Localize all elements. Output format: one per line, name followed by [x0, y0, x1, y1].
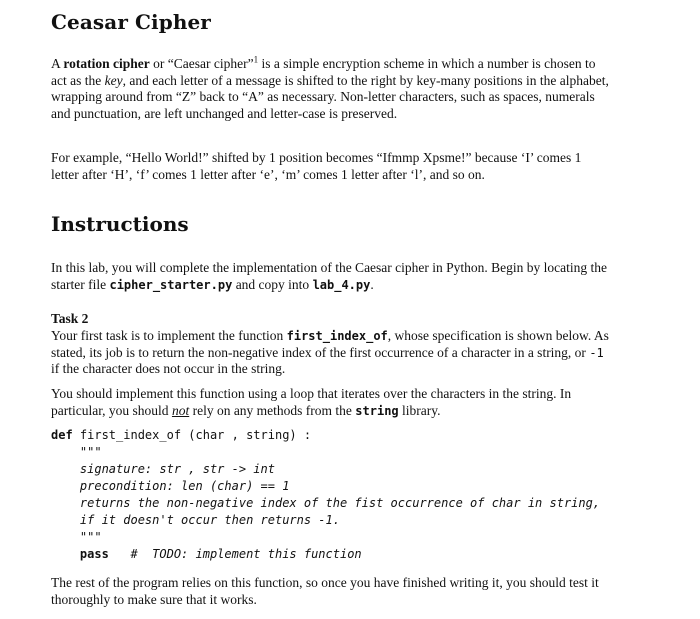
code-docstring-open: """ — [51, 445, 102, 459]
text-run: is a simple encryption scheme in which a number is chosen to act as the — [51, 56, 596, 88]
task-paragraph-2 — [51, 386, 611, 419]
text-run: You should implement this function using a loop that iterates over the characters in the string. In particular, you should — [51, 386, 572, 418]
library-name: string — [355, 403, 399, 418]
section-heading-instructions: Instructions — [51, 212, 189, 236]
text-run: A — [51, 56, 64, 71]
text-run: library. — [398, 402, 441, 418]
task-paragraph-3: The rest of the program relies on this function, so once you have finished writing it, you should test it thoroughly to make sure that it works. — [51, 575, 599, 607]
code-keyword-def: def — [51, 428, 73, 442]
text-run: rely on any methods from the — [189, 402, 356, 418]
instructions-paragraph — [51, 260, 611, 293]
filename-starter: cipher_starter.py — [109, 277, 233, 292]
text-run: or “Caesar cipher” — [149, 56, 254, 71]
text-run: if the character does not occur in the string. — [51, 361, 286, 377]
text-run: , whose specification is shown below. As stated, its job is to return the non-negative index of the first occurrence of a character in a string, or — [51, 328, 609, 360]
code-doc-precondition: precondition: len (char) == 1 — [51, 479, 290, 493]
code-doc-returns-cont: if it doesn't occur then returns -1. — [51, 513, 340, 527]
emphasis-not: not — [171, 402, 190, 418]
code-doc-returns: returns the non-negative index of the fist occurrence of char in string, — [51, 496, 601, 510]
filename-lab: lab_4.py — [312, 277, 371, 292]
code-signature-line: first_index_of (char , string) : — [72, 428, 312, 442]
term-rotation-cipher: rotation cipher — [63, 56, 150, 71]
text-run: , and each letter of a message is shifted to the right by key-many positions in the alphabet, wrapping around from “Z” back to “A” as necessary. Non-letter characters, such as spaces, numerals and punctuation, are left unchanged and letter-case is preserved. — [51, 72, 609, 121]
intro-paragraph-2: For example, “Hello World!” shifted by 1 position becomes “Ifmmp Xpsme!” because ‘I’ comes 1 letter after ‘H’, ‘f’ comes 1 letter after ‘e’, ‘m’ comes 1 letter after ‘l’, and so on. — [51, 150, 582, 182]
task-paragraph-1 — [51, 328, 611, 378]
code-comment-todo: # TODO: implement this function — [108, 547, 362, 561]
term-key: key — [104, 72, 123, 88]
page-title: Ceasar Cipher — [51, 10, 211, 34]
return-value: -1 — [589, 345, 604, 360]
code-docstring-close: """ — [51, 530, 102, 544]
code-doc-signature: signature: str , str -> int — [51, 462, 275, 476]
text-run: . — [370, 276, 374, 292]
task-heading: Task 2 — [51, 311, 89, 326]
footnote-marker: 1 — [253, 54, 259, 65]
code-block — [51, 427, 600, 563]
text-run: and copy into — [232, 276, 313, 292]
code-keyword-pass: pass — [51, 547, 109, 561]
function-name: first_index_of — [286, 329, 388, 343]
text-run: Your first task is to implement the function — [51, 328, 287, 343]
intro-paragraph-1 — [51, 56, 611, 122]
text-run: In this lab, you will complete the implementation of the Caesar cipher in Python. Begin by locating the starter file — [51, 260, 608, 292]
